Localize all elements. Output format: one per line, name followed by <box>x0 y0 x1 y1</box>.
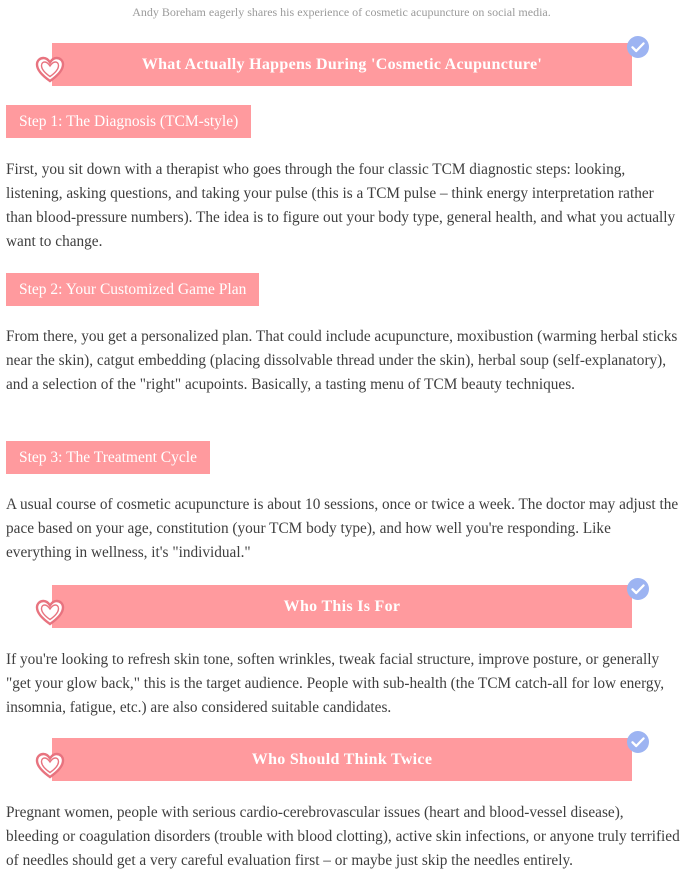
check-circle-icon <box>626 35 650 59</box>
image-caption: Andy Boreham eagerly shares his experience of cosmetic acupuncture on social media. <box>132 5 551 19</box>
heart-icon <box>34 54 66 86</box>
step-3-label: Step 3: The Treatment Cycle <box>6 441 210 474</box>
section-heading-banner <box>52 43 632 86</box>
check-circle-icon <box>626 730 650 754</box>
step-2-paragraph: From there, you get a personalized plan. That could include acupuncture, moxibustion (warming herbal sticks near the skin), catgut embedding (placing dissolvable thread under the skin), herbal soup (self-explanatory), and a selection of the "right" acupoints. Basically, a tasting menu of TCM beauty techniques. <box>6 328 678 393</box>
think-twice-paragraph: Pregnant women, people with serious cardio-cerebrovascular issues (heart and blood-vessel disease), bleeding or coagulation disorders (trouble with blood clotting), active skin infections, or anyone truly terrified of needles should get a very careful evaluation first – or maybe just skip the needles entirely. <box>6 804 680 869</box>
heart-icon <box>34 597 66 629</box>
check-circle-icon <box>626 577 650 601</box>
who-for-heading-text: Who This Is For <box>283 597 401 615</box>
who-for-heading-banner <box>52 585 632 628</box>
step-3-paragraph: A usual course of cosmetic acupuncture is about 10 sessions, once or twice a week. The doctor may adjust the pace based on your age, constitution (your TCM body type), and how well you're responding. Like everything in wellness, it's "individual." <box>6 496 679 561</box>
step-1-label: Step 1: The Diagnosis (TCM-style) <box>6 105 251 138</box>
think-twice-heading-banner <box>52 738 632 781</box>
heart-icon <box>34 750 66 782</box>
step-2-label: Step 2: Your Customized Game Plan <box>6 273 259 306</box>
section-heading-text: What Actually Happens During 'Cosmetic Acupuncture' <box>141 55 543 73</box>
think-twice-heading-text: Who Should Think Twice <box>251 750 433 768</box>
step-1-paragraph: First, you sit down with a therapist who goes through the four classic TCM diagnostic steps: looking, listening, asking questions, and taking your pulse (this is a TCM pulse – think energy interpretation rather than blood-pressure numbers). The idea is to figure out your body type, general health, and what you actually want to change. <box>6 161 676 250</box>
who-for-paragraph: If you're looking to refresh skin tone, soften wrinkles, tweak facial structure, improve posture, or generally "get your glow back," this is the target audience. People with sub-health (the TCM catch-all for low energy, insomnia, fatigue, etc.) are also considered suitable candidates. <box>6 651 665 716</box>
